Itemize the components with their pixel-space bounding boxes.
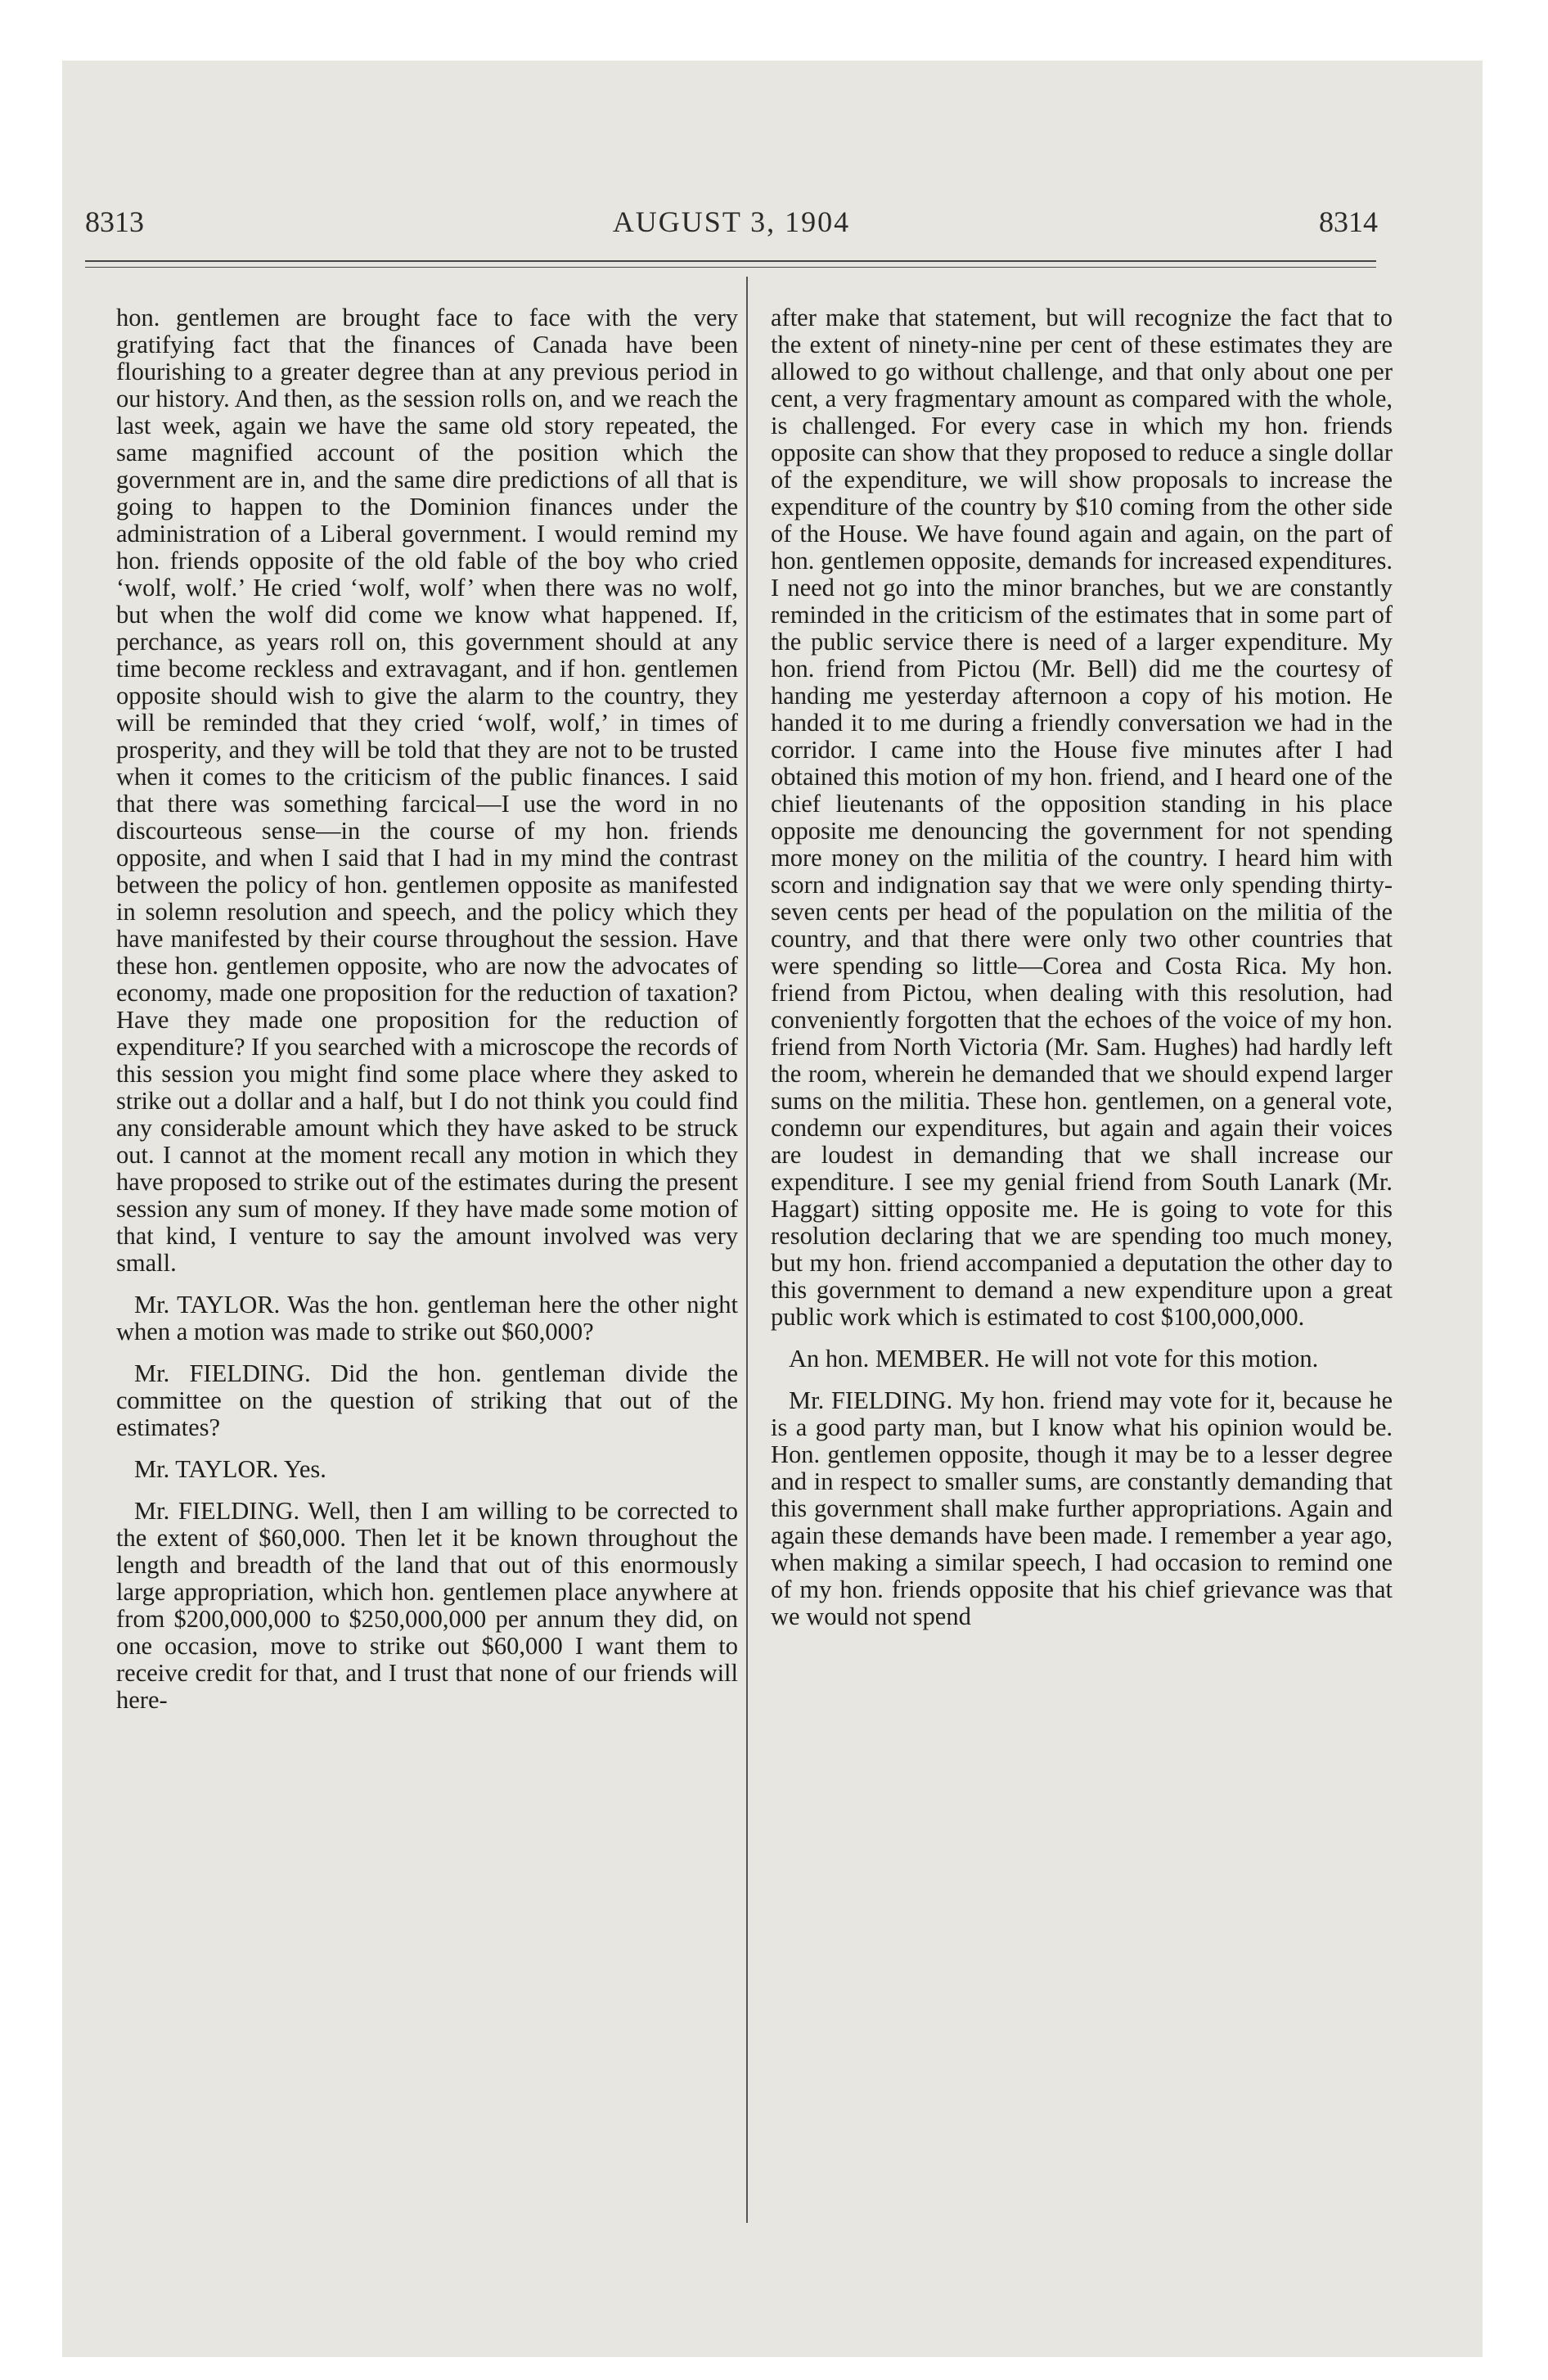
paragraph: An hon. MEMBER. He will not vote for this motion. (789, 1345, 1319, 1373)
page-number-left: 8313 (85, 205, 144, 238)
paragraph: hon. gentlemen are brought face to face with the very gratifying fact that the finances of Canada have been flourishing to a greater degree than at any previous period in our history. And then, as the session rolls on, and we reach the last week, again we have the same old story repeated, the same magnified account of the position which the government are in, and the same dire predictions of all that is going to happen to the Dominion finances under the administration of a Liberal government. I would remind my hon. friends opposite of the old fable of the boy who cried ‘wolf, wolf.’ He cried ‘wolf, wolf’ when there was no wolf, but when the wolf did come we know what happened. If, perchance, as years roll on, this government should at any time become reckless and extravagant, and if hon. gentlemen opposite should wish to give the alarm to the country, they will be reminded that they cried ‘wolf, wolf,’ in times of prosperity, and they will be told that they are not to be trusted when it comes to the criticism of the public finances. I said that there was something farcical—I use the word in no discourteous sense—in the course of my hon. friends opposite, and when I said that I had in my mind the contrast between the policy of hon. gentlemen opposite as manifested in solemn resolution and speech, and the policy which they have manifested by their course throughout the session. Have these hon. gentlemen opposite, who are now the advocates of economy, made one proposition for the reduction of taxation? Have they made one proposition for the reduction of expenditure? If you searched with a microscope the records of this session you might find some place where they asked to strike out a dollar and a half, but I do not think you could find any considerable amount which they have asked to be struck out. I cannot at the moment recall any motion in which they have proposed to strike out of the estimates during the present session any sum of money. If they have made some motion of that kind, I venture to say the amount involved was very small. (116, 304, 738, 1277)
paragraph: Mr. FIELDING. Well, then I am willing to be corrected to the extent of $60,000. Then let it be known throughout the length and breadth of the land that out of this enormously large appropriation, which hon. gentlemen place anywhere at from $200,000,000 to $250,000,000 per annum they did, on one occasion, move to strike out $60,000 I want them to receive credit for that, and I trust that none of our friends will here- (116, 1497, 738, 1714)
left-column (116, 304, 738, 1729)
paragraph: Mr. FIELDING. My hon. friend may vote for it, because he is a good party man, but I know what his opinion would be. Hon. gentlemen opposite, though it may be to a lesser degree and in respect to smaller sums, are constantly demanding that this government shall make further appropriations. Again and again these demands have been made. I remember a year ago, when making a similar speech, I had occasion to remind one of my hon. friends opposite that his chief grievance was that we would not spend (771, 1386, 1393, 1630)
paragraph: after make that statement, but will recognize the fact that to the extent of ninety-nine per cent of these estimates they are allowed to go without challenge, and that only about one per cent, a very fragmentary amount as compared with the whole, is challenged. For every case in which my hon. friends opposite can show that they proposed to reduce a single dollar of the expenditure, we will show proposals to increase the expenditure of the country by $10 coming from the other side of the House. We have found again and again, on the part of hon. gentlemen opposite, demands for increased expenditures. I need not go into the minor branches, but we are constantly reminded in the criticism of the estimates that in some part of the public service there is need of a larger expenditure. My hon. friend from Pictou (Mr. Bell) did me the courtesy of handing me yesterday afternoon a copy of his motion. He handed it to me during a friendly conversation we had in the corridor. I came into the House five minutes after I had obtained this motion of my hon. friend, and I heard one of the chief lieutenants of the opposition standing in his place opposite me denouncing the government for not spending more money on the militia of the country. I heard him with scorn and indignation say that we were only spending thirty-seven cents per head of the population on the militia of the country, and that there were only two other countries that were spending so little—Corea and Costa Rica. My hon. friend from Pictou, when dealing with this resolution, had conveniently forgotten that the echoes of the voice of my hon. friend from North Victoria (Mr. Sam. Hughes) had hardly left the room, wherein he demanded that we should expend larger sums on the militia. These hon. gentlemen, on a general vote, condemn our expenditures, but again and again their voices are loudest in demanding that we shall increase our expenditure. I see my genial friend from South Lanark (Mr. Haggart) sitting opposite me. He is going to vote for this resolution declaring that we are spending too much money, but my hon. friend accompanied a deputation the other day to this government to demand a new expenditure upon a great public work which is estimated to cost $100,000,000. (771, 304, 1393, 1331)
header-rule (85, 260, 1376, 262)
column-divider (746, 277, 748, 2223)
paragraph: Mr. FIELDING. Did the hon. gentleman divide the committee on the question of striking that out of the estimates? (116, 1359, 738, 1441)
paragraph: Mr. TAYLOR. Yes. (134, 1455, 326, 1483)
header-rule-thin (85, 267, 1376, 268)
right-column (771, 304, 1393, 1645)
page-date: AUGUST 3, 1904 (612, 205, 851, 238)
page-header (85, 205, 1378, 246)
page-number-right: 8314 (1319, 205, 1378, 238)
paragraph: Mr. TAYLOR. Was the hon. gentleman here the other night when a motion was made to strike out $60,000? (116, 1291, 738, 1346)
